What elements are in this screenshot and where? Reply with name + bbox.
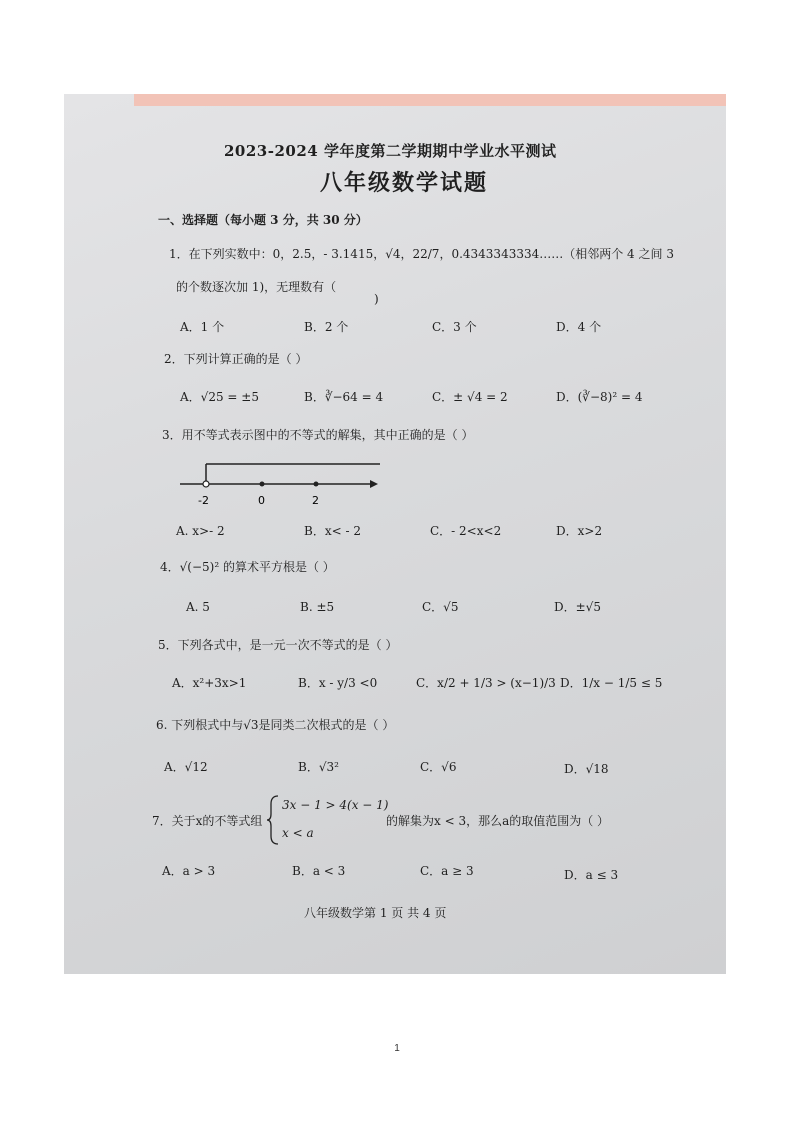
section-heading: 一、选择题（每小题 3 分，共 30 分） — [158, 213, 368, 227]
q7-option-c: C．a ≥ 3 — [420, 864, 474, 878]
q2-stem: 2．下列计算正确的是（ ） — [164, 352, 308, 366]
system-line-1: 3x − 1 > 4(x − 1) — [282, 798, 389, 812]
q6-option-b: B．√3² — [298, 760, 339, 774]
q1-paren: ) — [374, 292, 379, 306]
system-brace — [266, 794, 280, 846]
q3-option-b: B．x< - 2 — [304, 524, 361, 538]
q6-option-a: A．√12 — [164, 760, 208, 774]
q4-option-d: D．±√5 — [554, 600, 601, 614]
tick-label-minus-2: -2 — [198, 494, 209, 507]
q6-option-c: C．√6 — [420, 760, 457, 774]
q6-stem: 6. 下列根式中与√3是同类二次根式的是（ ） — [156, 718, 395, 732]
q1-stem-cont: 的个数逐次加 1)，无理数有（ — [176, 280, 337, 294]
q3-option-a: A. x>- 2 — [176, 524, 225, 538]
q5-option-a: A．x²+3x>1 — [172, 676, 247, 690]
number-line-figure — [180, 456, 390, 516]
q5-option-d: D．1/x − 1/5 ≤ 5 — [560, 676, 663, 690]
q2-option-c: C．± √4 = 2 — [432, 390, 508, 404]
pink-paper-edge — [134, 94, 726, 106]
exam-photo — [64, 94, 726, 974]
exam-subtitle: 八年级数学试题 — [320, 170, 489, 196]
q1-stem: 1．在下列实数中：0，2.5，- 3.1415，√4，22/7，0.4343343334……（相邻两个 4 之间 3 — [169, 247, 674, 261]
q7-option-a: A．a > 3 — [162, 864, 216, 878]
q3-option-d: D．x>2 — [556, 524, 603, 538]
q7-stem-prefix: 7．关于x的不等式组 — [152, 814, 263, 828]
q1-option-b: B．2 个 — [304, 320, 349, 334]
q4-option-c: C．√5 — [422, 600, 459, 614]
page-number: 1 — [394, 1043, 400, 1054]
page-footer: 八年级数学第 1 页 共 4 页 — [304, 906, 447, 920]
q3-option-c: C．- 2<x<2 — [430, 524, 502, 538]
q2-option-a: A．√25 = ±5 — [180, 390, 259, 404]
q6-option-d: D．√18 — [564, 762, 609, 776]
tick-label-0: 0 — [258, 494, 265, 507]
number-line-arrow — [370, 480, 378, 488]
q2-option-b: B．∛−64 = 4 — [304, 390, 384, 404]
tick-point-0 — [260, 482, 265, 487]
system-line-2: x < a — [282, 826, 314, 840]
q1-option-a: A．1 个 — [180, 320, 225, 334]
q7-option-d: D．a ≤ 3 — [564, 868, 619, 882]
q4-option-a: A. 5 — [186, 600, 210, 614]
q4-stem: 4．√(−5)² 的算术平方根是（ ） — [160, 560, 335, 574]
q5-option-b: B．x - y/3 <0 — [298, 676, 378, 690]
tick-label-2: 2 — [312, 494, 319, 507]
q1-option-c: C．3 个 — [432, 320, 477, 334]
q3-stem: 3．用不等式表示图中的不等式的解集，其中正确的是（ ） — [162, 428, 474, 442]
q4-option-b: B. ±5 — [300, 600, 335, 614]
open-point-minus-2 — [203, 481, 209, 487]
q7-stem-suffix: 的解集为x < 3，那么a的取值范围为（ ） — [386, 814, 610, 828]
exam-title: 2023-2024 学年度第二学期期中学业水平测试 — [224, 142, 557, 160]
q5-stem: 5．下列各式中，是一元一次不等式的是（ ） — [158, 638, 398, 652]
q5-option-c: C．x/2 + 1/3 > (x−1)/3 — [416, 676, 556, 690]
q1-option-d: D．4 个 — [556, 320, 602, 334]
tick-point-2 — [314, 482, 319, 487]
q7-option-b: B．a < 3 — [292, 864, 346, 878]
q2-option-d: D．(∛−8)² = 4 — [556, 390, 643, 404]
